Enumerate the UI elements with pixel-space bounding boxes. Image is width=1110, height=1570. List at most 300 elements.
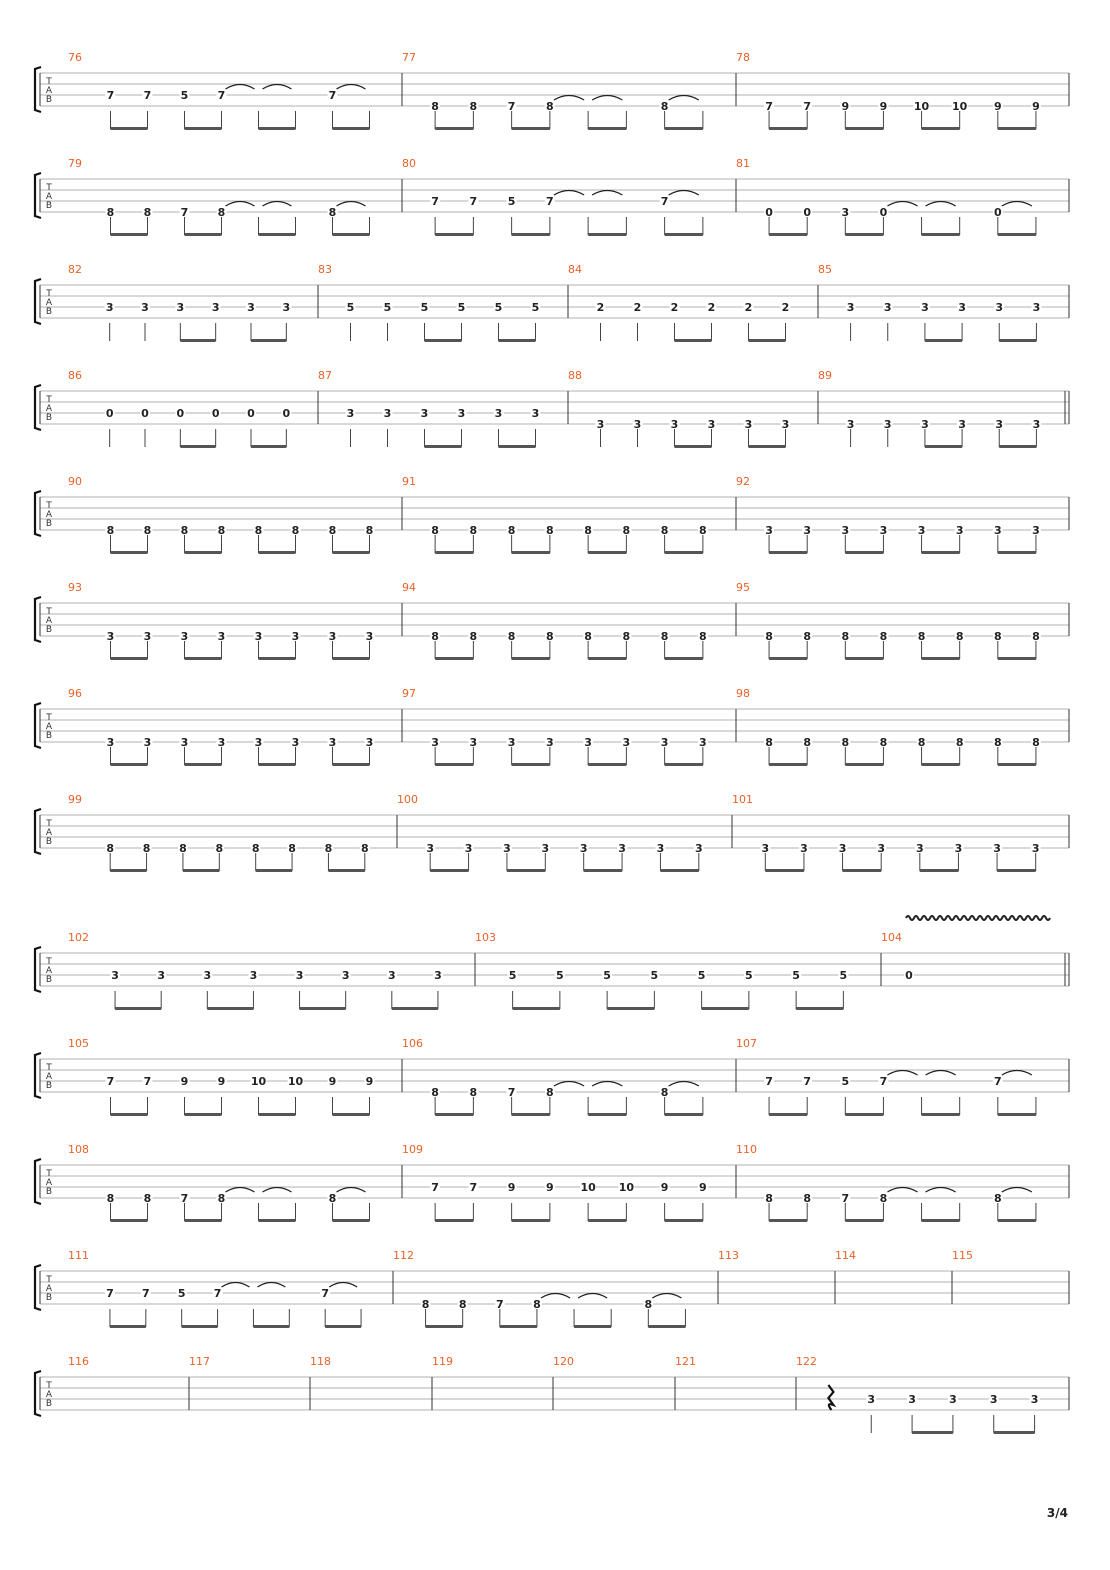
fret-number: 8 bbox=[1032, 736, 1040, 749]
note-beam bbox=[922, 763, 960, 766]
note-beam bbox=[665, 1113, 703, 1116]
fret-number: 8 bbox=[622, 524, 631, 537]
measure bbox=[952, 1249, 973, 1262]
measure-number: 100 bbox=[397, 793, 418, 806]
note-beam bbox=[435, 657, 473, 660]
measure-number: 120 bbox=[553, 1355, 574, 1368]
measure-number: 91 bbox=[402, 475, 416, 488]
fret-number: 3 bbox=[328, 630, 337, 643]
fret-number: 3 bbox=[633, 418, 642, 431]
fret-number: 7 bbox=[431, 1181, 439, 1194]
fret-number: 3 bbox=[254, 630, 263, 643]
fret-number: 0 bbox=[247, 407, 255, 420]
tab-clef-letter: A bbox=[45, 1072, 53, 1082]
measure bbox=[68, 687, 375, 766]
measure bbox=[393, 1249, 685, 1328]
fret-number: 7 bbox=[328, 89, 337, 102]
tab-clef-letter: B bbox=[45, 731, 53, 741]
fret-number: 3 bbox=[295, 969, 304, 982]
fret-number: 10 bbox=[287, 1075, 304, 1088]
tie-arc bbox=[926, 1188, 956, 1193]
note-beam bbox=[259, 657, 296, 660]
fret-number: 3 bbox=[431, 736, 439, 749]
fret-number: 3 bbox=[993, 842, 1001, 855]
fret-number: 7 bbox=[469, 195, 478, 208]
fret-number: 8 bbox=[143, 206, 152, 219]
measure bbox=[68, 1143, 370, 1222]
note-beam bbox=[998, 1113, 1036, 1116]
note-beam bbox=[500, 1325, 537, 1328]
fret-number: 5 bbox=[508, 969, 517, 982]
note-beam bbox=[588, 1113, 626, 1116]
fret-number: 9 bbox=[660, 1181, 669, 1194]
fret-number: 7 bbox=[546, 195, 554, 208]
fret-number: 10 bbox=[952, 100, 968, 113]
measure bbox=[402, 1037, 703, 1116]
note-beam bbox=[435, 763, 473, 766]
fret-number: 3 bbox=[781, 418, 790, 431]
note-beam bbox=[998, 1219, 1036, 1222]
fret-number: 0 bbox=[765, 206, 773, 219]
tab-system bbox=[35, 1249, 1069, 1328]
measure bbox=[318, 263, 541, 342]
note-beam bbox=[507, 869, 545, 872]
tab-system bbox=[35, 157, 1069, 236]
fret-number: 8 bbox=[291, 524, 300, 537]
measure-number: 85 bbox=[818, 263, 832, 276]
tab-clef-letter: A bbox=[45, 510, 53, 520]
fret-number: 3 bbox=[1032, 418, 1041, 431]
fret-number: 8 bbox=[765, 630, 773, 643]
tab-clef-letter: T bbox=[46, 607, 52, 617]
fret-number: 3 bbox=[494, 407, 503, 420]
fret-number: 9 bbox=[699, 1181, 707, 1194]
tab-system bbox=[35, 475, 1069, 554]
tie-arc bbox=[263, 202, 292, 207]
fret-number: 8 bbox=[328, 1192, 337, 1205]
fret-number: 3 bbox=[579, 842, 588, 855]
note-beam bbox=[512, 1113, 550, 1116]
fret-number: 8 bbox=[288, 842, 296, 855]
note-beam bbox=[998, 763, 1036, 766]
note-beam bbox=[259, 763, 296, 766]
fret-number: 3 bbox=[503, 842, 511, 855]
note-beam bbox=[180, 445, 215, 448]
fret-number: 8 bbox=[803, 1192, 812, 1205]
note-beam bbox=[207, 1007, 253, 1010]
note-beam bbox=[665, 763, 703, 766]
tab-system bbox=[35, 1355, 1069, 1434]
measure bbox=[475, 931, 848, 1010]
note-beam bbox=[648, 1325, 685, 1328]
fret-number: 8 bbox=[879, 630, 888, 643]
tab-clef-letter: T bbox=[46, 289, 52, 299]
measure bbox=[310, 1355, 331, 1368]
measure-number: 115 bbox=[952, 1249, 973, 1262]
fret-number: 7 bbox=[803, 1075, 812, 1088]
measure bbox=[675, 1355, 696, 1368]
note-beam bbox=[185, 233, 222, 236]
note-beam bbox=[749, 339, 786, 342]
tab-clef-letter: B bbox=[45, 1399, 53, 1409]
fret-number: 8 bbox=[431, 100, 439, 113]
fret-number: 9 bbox=[1032, 100, 1040, 113]
note-beam bbox=[845, 233, 883, 236]
note-beam bbox=[998, 233, 1036, 236]
fret-number: 3 bbox=[761, 842, 770, 855]
fret-number: 3 bbox=[846, 418, 855, 431]
tab-clef-letter: B bbox=[45, 201, 53, 211]
measure bbox=[568, 369, 791, 448]
fret-number: 7 bbox=[803, 100, 812, 113]
note-beam bbox=[251, 339, 286, 342]
tie-arc bbox=[669, 191, 699, 196]
measure-number: 118 bbox=[310, 1355, 331, 1368]
fret-number: 8 bbox=[622, 630, 631, 643]
tab-system bbox=[35, 263, 1069, 342]
note-beam bbox=[845, 1219, 883, 1222]
fret-number: 8 bbox=[993, 736, 1002, 749]
tab-clef-letter: T bbox=[46, 183, 52, 193]
fret-number: 10 bbox=[250, 1075, 267, 1088]
fret-number: 8 bbox=[699, 630, 707, 643]
measure bbox=[402, 581, 708, 660]
fret-number: 3 bbox=[1030, 1393, 1039, 1406]
note-beam bbox=[435, 1113, 473, 1116]
measure-number: 88 bbox=[568, 369, 582, 382]
fret-number: 3 bbox=[541, 842, 550, 855]
note-beam bbox=[251, 445, 286, 448]
tab-clef-letter: A bbox=[45, 722, 53, 732]
measure-number: 106 bbox=[402, 1037, 423, 1050]
fret-number: 8 bbox=[955, 736, 964, 749]
fret-number: 7 bbox=[469, 1181, 478, 1194]
note-beam bbox=[115, 1007, 161, 1010]
tie-arc bbox=[222, 1283, 250, 1288]
measure-number: 96 bbox=[68, 687, 82, 700]
fret-number: 8 bbox=[584, 630, 592, 643]
fret-number: 8 bbox=[765, 1192, 773, 1205]
measure-number: 122 bbox=[796, 1355, 817, 1368]
measure bbox=[835, 1249, 856, 1262]
note-beam bbox=[769, 127, 807, 130]
note-beam bbox=[588, 657, 626, 660]
tie-arc bbox=[669, 1082, 699, 1087]
measure bbox=[796, 1355, 1040, 1434]
tab-clef-letter: B bbox=[45, 95, 53, 105]
tie-arc bbox=[541, 1294, 570, 1299]
note-beam bbox=[998, 551, 1036, 554]
note-beam bbox=[845, 657, 883, 660]
note-beam bbox=[259, 1113, 296, 1116]
tie-arc bbox=[337, 1188, 366, 1193]
fret-number: 3 bbox=[995, 301, 1004, 314]
note-beam bbox=[111, 1113, 148, 1116]
fret-number: 7 bbox=[879, 1075, 888, 1088]
measure bbox=[736, 687, 1041, 766]
fret-number: 8 bbox=[324, 842, 333, 855]
measure-number: 76 bbox=[68, 51, 82, 64]
fret-number: 3 bbox=[141, 301, 149, 314]
note-beam bbox=[925, 339, 962, 342]
measure-number: 99 bbox=[68, 793, 82, 806]
fret-number: 9 bbox=[993, 100, 1002, 113]
note-beam bbox=[845, 763, 883, 766]
quarter-rest-icon bbox=[828, 1385, 833, 1410]
measure-number: 104 bbox=[881, 931, 902, 944]
fret-number: 8 bbox=[660, 100, 669, 113]
fret-number: 8 bbox=[143, 1192, 152, 1205]
fret-number: 8 bbox=[469, 524, 478, 537]
note-beam bbox=[328, 869, 364, 872]
note-beam bbox=[912, 1431, 953, 1434]
tab-clef-letter: B bbox=[45, 519, 53, 529]
note-beam bbox=[925, 445, 962, 448]
fret-number: 3 bbox=[546, 736, 554, 749]
fret-number: 7 bbox=[507, 100, 516, 113]
note-beam bbox=[333, 127, 370, 130]
fret-number: 8 bbox=[458, 1298, 467, 1311]
fret-number: 3 bbox=[841, 206, 850, 219]
fret-number: 8 bbox=[993, 1192, 1002, 1205]
note-beam bbox=[180, 339, 215, 342]
measure-number: 81 bbox=[736, 157, 750, 170]
tie-arc bbox=[887, 202, 917, 207]
fret-number: 5 bbox=[420, 301, 429, 314]
fret-number: 3 bbox=[464, 842, 473, 855]
fret-number: 3 bbox=[111, 969, 119, 982]
measure bbox=[402, 51, 703, 130]
tab-clef-letter: A bbox=[45, 966, 53, 976]
note-beam bbox=[110, 1325, 146, 1328]
fret-number: 8 bbox=[699, 524, 707, 537]
fret-number: 5 bbox=[792, 969, 800, 982]
fret-number: 0 bbox=[176, 407, 185, 420]
tab-clef-letter: A bbox=[45, 616, 53, 626]
note-beam bbox=[111, 127, 148, 130]
note-beam bbox=[607, 1007, 654, 1010]
measure-number: 117 bbox=[189, 1355, 210, 1368]
fret-number: 3 bbox=[958, 301, 966, 314]
note-beam bbox=[922, 657, 960, 660]
fret-number: 8 bbox=[546, 630, 554, 643]
fret-number: 3 bbox=[699, 736, 707, 749]
fret-number: 5 bbox=[697, 969, 706, 982]
measure bbox=[68, 475, 375, 554]
fret-number: 10 bbox=[913, 100, 930, 113]
tie-arc bbox=[926, 202, 956, 207]
fret-number: 9 bbox=[180, 1075, 189, 1088]
tab-clef-letter: T bbox=[46, 395, 52, 405]
measure bbox=[68, 1355, 89, 1368]
measure bbox=[397, 793, 704, 872]
fret-number: 3 bbox=[877, 842, 886, 855]
tie-arc bbox=[592, 1082, 622, 1087]
fret-number: 7 bbox=[765, 100, 773, 113]
note-beam bbox=[182, 1325, 218, 1328]
measure-number: 105 bbox=[68, 1037, 89, 1050]
fret-number: 8 bbox=[1032, 630, 1040, 643]
measure bbox=[318, 369, 541, 448]
measure-number: 89 bbox=[818, 369, 832, 382]
measure bbox=[68, 1037, 375, 1116]
fret-number: 3 bbox=[105, 301, 114, 314]
measure-number: 109 bbox=[402, 1143, 423, 1156]
fret-number: 3 bbox=[993, 524, 1002, 537]
tie-arc bbox=[926, 1071, 956, 1076]
note-beam bbox=[333, 1113, 370, 1116]
tab-clef-letter: A bbox=[45, 1178, 53, 1188]
fret-number: 3 bbox=[426, 842, 435, 855]
fret-number: 8 bbox=[660, 630, 669, 643]
measure-number: 98 bbox=[736, 687, 750, 700]
fret-number: 8 bbox=[917, 736, 926, 749]
fret-number: 8 bbox=[507, 524, 516, 537]
tab-clef-letter: T bbox=[46, 77, 52, 87]
fret-number: 8 bbox=[217, 1192, 226, 1205]
note-beam bbox=[922, 233, 960, 236]
measure-number: 83 bbox=[318, 263, 332, 276]
measure-number: 77 bbox=[402, 51, 416, 64]
fret-number: 2 bbox=[707, 301, 716, 314]
tab-system bbox=[35, 916, 1069, 1010]
fret-number: 3 bbox=[921, 301, 929, 314]
fret-number: 8 bbox=[106, 206, 115, 219]
tab-clef-letter: T bbox=[46, 713, 52, 723]
page-number: 3/4 bbox=[1046, 1506, 1068, 1520]
fret-number: 0 bbox=[105, 407, 114, 420]
fret-number: 3 bbox=[883, 418, 892, 431]
measure bbox=[718, 1249, 739, 1262]
fret-number: 3 bbox=[765, 524, 773, 537]
fret-number: 8 bbox=[644, 1298, 653, 1311]
fret-number: 3 bbox=[180, 630, 189, 643]
fret-number: 3 bbox=[838, 842, 847, 855]
note-beam bbox=[845, 127, 883, 130]
fret-number: 3 bbox=[949, 1393, 957, 1406]
measure bbox=[68, 931, 443, 1010]
fret-number: 3 bbox=[660, 736, 669, 749]
fret-number: 3 bbox=[211, 301, 220, 314]
note-beam bbox=[111, 657, 148, 660]
fret-number: 5 bbox=[507, 195, 516, 208]
fret-number: 8 bbox=[431, 630, 439, 643]
fret-number: 5 bbox=[383, 301, 392, 314]
measure bbox=[881, 916, 1050, 982]
note-beam bbox=[259, 127, 296, 130]
fret-number: 5 bbox=[531, 301, 540, 314]
fret-number: 3 bbox=[383, 407, 392, 420]
tab-clef-letter: T bbox=[46, 1275, 52, 1285]
fret-number: 3 bbox=[584, 736, 592, 749]
tab-clef-letter: B bbox=[45, 307, 53, 317]
fret-number: 9 bbox=[328, 1075, 337, 1088]
fret-number: 3 bbox=[955, 524, 964, 537]
measure-number: 94 bbox=[402, 581, 416, 594]
fret-number: 3 bbox=[143, 630, 152, 643]
tab-clef-letter: T bbox=[46, 1063, 52, 1073]
note-beam bbox=[259, 551, 296, 554]
fret-number: 8 bbox=[765, 736, 773, 749]
note-beam bbox=[185, 1113, 222, 1116]
note-beam bbox=[588, 127, 626, 130]
fret-number: 3 bbox=[434, 969, 442, 982]
fret-number: 3 bbox=[867, 1393, 876, 1406]
measure-number: 121 bbox=[675, 1355, 696, 1368]
fret-number: 3 bbox=[803, 524, 812, 537]
fret-number: 5 bbox=[556, 969, 564, 982]
note-beam bbox=[845, 1113, 883, 1116]
note-beam bbox=[769, 1219, 807, 1222]
note-beam bbox=[665, 233, 703, 236]
measure-number: 78 bbox=[736, 51, 750, 64]
note-beam bbox=[512, 551, 550, 554]
note-beam bbox=[922, 1219, 960, 1222]
note-beam bbox=[259, 1219, 296, 1222]
fret-number: 3 bbox=[879, 524, 888, 537]
fret-number: 8 bbox=[143, 524, 152, 537]
fret-number: 8 bbox=[917, 630, 926, 643]
fret-number: 3 bbox=[846, 301, 855, 314]
fret-number: 8 bbox=[469, 100, 478, 113]
note-beam bbox=[512, 1219, 550, 1222]
fret-number: 8 bbox=[431, 1086, 439, 1099]
note-beam bbox=[588, 1219, 626, 1222]
note-beam bbox=[584, 869, 622, 872]
measure-number: 87 bbox=[318, 369, 332, 382]
fret-number: 7 bbox=[106, 1075, 115, 1088]
tab-clef-letter: A bbox=[45, 1284, 53, 1294]
measure-number: 111 bbox=[68, 1249, 89, 1262]
tie-arc bbox=[1002, 202, 1032, 207]
note-beam bbox=[665, 551, 703, 554]
tie-arc bbox=[592, 191, 622, 196]
tie-arc bbox=[257, 1283, 285, 1288]
note-beam bbox=[588, 551, 626, 554]
note-beam bbox=[512, 657, 550, 660]
fret-number: 3 bbox=[915, 842, 924, 855]
fret-number: 5 bbox=[650, 969, 659, 982]
fret-number: 8 bbox=[106, 1192, 115, 1205]
measure bbox=[402, 687, 708, 766]
fret-number: 7 bbox=[106, 89, 115, 102]
fret-number: 3 bbox=[387, 969, 396, 982]
measure-number: 119 bbox=[432, 1355, 453, 1368]
fret-number: 7 bbox=[106, 1287, 114, 1300]
fret-number: 3 bbox=[346, 407, 355, 420]
note-beam bbox=[259, 233, 296, 236]
fret-number: 3 bbox=[106, 736, 115, 749]
measure bbox=[68, 51, 370, 130]
vibrato-mark bbox=[906, 916, 1050, 920]
measure bbox=[736, 1143, 1036, 1222]
fret-number: 3 bbox=[841, 524, 850, 537]
measure-number: 112 bbox=[393, 1249, 414, 1262]
fret-number: 8 bbox=[469, 1086, 478, 1099]
tab-clef-letter: B bbox=[45, 625, 53, 635]
tie-arc bbox=[554, 1082, 584, 1087]
measure bbox=[68, 157, 370, 236]
tab-clef-letter: A bbox=[45, 298, 53, 308]
tab-system bbox=[35, 793, 1069, 872]
fret-number: 9 bbox=[217, 1075, 226, 1088]
measure-number: 95 bbox=[736, 581, 750, 594]
note-beam bbox=[435, 1219, 473, 1222]
fret-number: 3 bbox=[1031, 842, 1040, 855]
tab-clef-letter: A bbox=[45, 828, 53, 838]
measure-number: 114 bbox=[835, 1249, 856, 1262]
fret-number: 8 bbox=[365, 524, 374, 537]
